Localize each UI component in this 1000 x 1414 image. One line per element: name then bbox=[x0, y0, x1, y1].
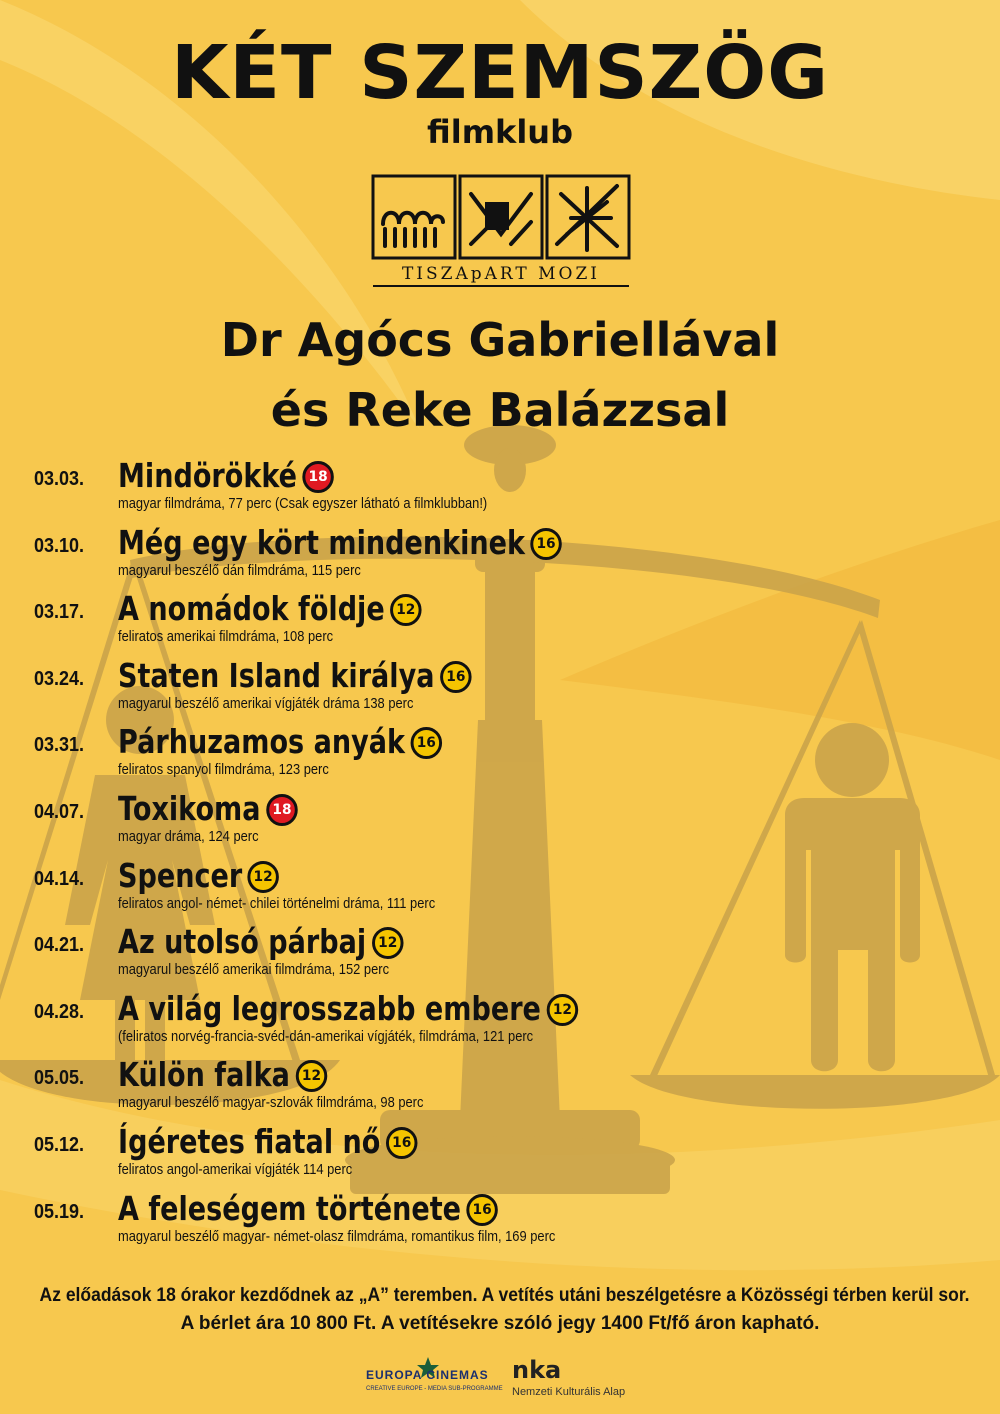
screening-date: 04.07. bbox=[34, 801, 85, 823]
footer-price-note: A bérlet ára 10 800 Ft. A vetítésekre szóló jegy 1400 Ft/fő áron kapható. bbox=[180, 1313, 820, 1334]
film-description: magyarul beszélő amerikai vígjáték dráma 138 perc bbox=[118, 694, 414, 712]
film-description: magyarul beszélő dán filmdráma, 115 perc bbox=[118, 561, 361, 579]
film-title: A nomádok földje bbox=[118, 589, 385, 629]
screening-date: 04.14. bbox=[34, 867, 85, 890]
nka-wordmark: Nemzeti Kulturális Alap bbox=[512, 1386, 626, 1398]
film-description: magyarul beszélő magyar- német-olasz filmdráma, romantikus film, 169 perc bbox=[118, 1227, 556, 1245]
age-rating-badge-icon: 12 bbox=[546, 994, 577, 1026]
program-item bbox=[0, 789, 1000, 859]
screening-date: 04.28. bbox=[34, 1000, 85, 1023]
film-title-line bbox=[118, 587, 419, 631]
screening-date: 05.12. bbox=[34, 1134, 85, 1156]
screening-date: 03.17. bbox=[34, 601, 85, 624]
film-description: magyarul beszélő magyar-szlovák filmdráma, 98 perc bbox=[118, 1094, 424, 1112]
screening-date: 05.19. bbox=[34, 1200, 85, 1223]
nka-logo: nka bbox=[512, 1356, 562, 1384]
age-rating-badge-icon: 16 bbox=[440, 661, 471, 693]
film-title: Az utolsó párbaj bbox=[118, 922, 367, 962]
film-description: feliratos spanyol filmdráma, 123 perc bbox=[118, 761, 329, 779]
europa-cinemas-subtitle: CREATIVE EUROPE - MEDIA SUB-PROGRAMME bbox=[366, 1386, 503, 1392]
program-item bbox=[0, 1055, 1000, 1125]
hosts-line-1: Dr Agócs Gabriellával bbox=[220, 313, 780, 367]
film-title-line bbox=[118, 987, 575, 1031]
screening-date: 05.05. bbox=[34, 1067, 85, 1090]
film-title-line bbox=[118, 720, 439, 764]
age-rating-badge-icon: 12 bbox=[295, 1060, 326, 1092]
event-subtitle: filmklub bbox=[427, 113, 573, 151]
film-description: feliratos angol- német- chilei történelmi dráma, 111 perc bbox=[118, 894, 436, 912]
film-description: (feliratos norvég-francia-svéd-dán-amerikai vígjáték, filmdráma, 121 perc bbox=[118, 1027, 534, 1045]
program-item bbox=[0, 988, 1000, 1059]
logo-wordmark: TISZApART MOZI bbox=[401, 264, 601, 284]
film-title-line bbox=[118, 1053, 324, 1097]
hosts-line-2: és Reke Balázzsal bbox=[270, 383, 730, 437]
film-title: Spencer bbox=[118, 855, 243, 895]
film-description: feliratos amerikai filmdráma, 108 perc bbox=[118, 628, 334, 646]
film-description: magyar filmdráma, 77 perc (Csak egyszer látható a filmklubban!) bbox=[118, 495, 488, 512]
age-rating-badge-icon: 12 bbox=[372, 927, 403, 959]
film-description: magyarul beszélő amerikai filmdráma, 152 perc bbox=[118, 961, 390, 979]
film-title-line bbox=[118, 920, 401, 964]
age-rating-badge-icon: 12 bbox=[248, 861, 279, 893]
screening-date: 03.03. bbox=[34, 468, 85, 490]
film-title: Még egy kört mindenkinek bbox=[118, 522, 526, 562]
film-title: Mindörökké bbox=[118, 456, 297, 495]
age-rating-badge-icon: 16 bbox=[531, 528, 562, 560]
screening-date: 03.10. bbox=[34, 534, 85, 557]
age-rating-badge-icon: 12 bbox=[390, 594, 421, 626]
film-title-line bbox=[118, 1187, 495, 1231]
program-item bbox=[0, 1122, 1000, 1192]
film-title-line bbox=[118, 854, 277, 898]
film-title: A világ legrosszabb embere bbox=[118, 988, 541, 1028]
film-title: Külön falka bbox=[118, 1055, 290, 1095]
film-description: feliratos angol-amerikai vígjáték 114 perc bbox=[118, 1161, 353, 1178]
screening-date: 04.21. bbox=[34, 934, 85, 957]
film-title: Ígéretes fiatal nő bbox=[118, 1122, 381, 1161]
film-title: A feleségem története bbox=[118, 1188, 461, 1228]
film-title-line bbox=[118, 521, 559, 565]
screening-date: 03.24. bbox=[34, 667, 85, 690]
program-item bbox=[0, 1188, 1000, 1259]
program-item bbox=[0, 522, 1000, 593]
film-title: Párhuzamos anyák bbox=[118, 722, 405, 762]
film-title-line bbox=[118, 454, 331, 498]
program-item bbox=[0, 456, 1000, 526]
film-title-line bbox=[118, 654, 469, 698]
event-title: KÉT SZEMSZÖG bbox=[171, 30, 829, 116]
age-rating-badge-icon: 18 bbox=[266, 794, 297, 826]
program-item bbox=[0, 855, 1000, 926]
program-item bbox=[0, 722, 1000, 792]
program-item bbox=[0, 922, 1000, 992]
age-rating-badge-icon: 16 bbox=[386, 1127, 417, 1159]
footer-schedule-note: Az előadások 18 órakor kezdődnek az „A” teremben. A vetítés utáni beszélgetésre a Közösségi térben kerül sor. bbox=[39, 1285, 970, 1306]
europa-cinemas-wordmark: EUROPA CINEMAS bbox=[366, 1368, 489, 1382]
program-item bbox=[0, 589, 1000, 659]
film-description: magyar dráma, 124 perc bbox=[118, 828, 259, 845]
age-rating-badge-icon: 18 bbox=[303, 461, 334, 493]
film-title-line bbox=[118, 1120, 415, 1164]
film-title: Staten Island királya bbox=[118, 655, 435, 695]
film-title-line bbox=[118, 787, 295, 831]
age-rating-badge-icon: 16 bbox=[411, 727, 442, 759]
film-title: Toxikoma bbox=[118, 789, 261, 828]
screening-date: 03.31. bbox=[34, 734, 85, 757]
program-item bbox=[0, 655, 1000, 726]
age-rating-badge-icon: 16 bbox=[467, 1194, 498, 1226]
